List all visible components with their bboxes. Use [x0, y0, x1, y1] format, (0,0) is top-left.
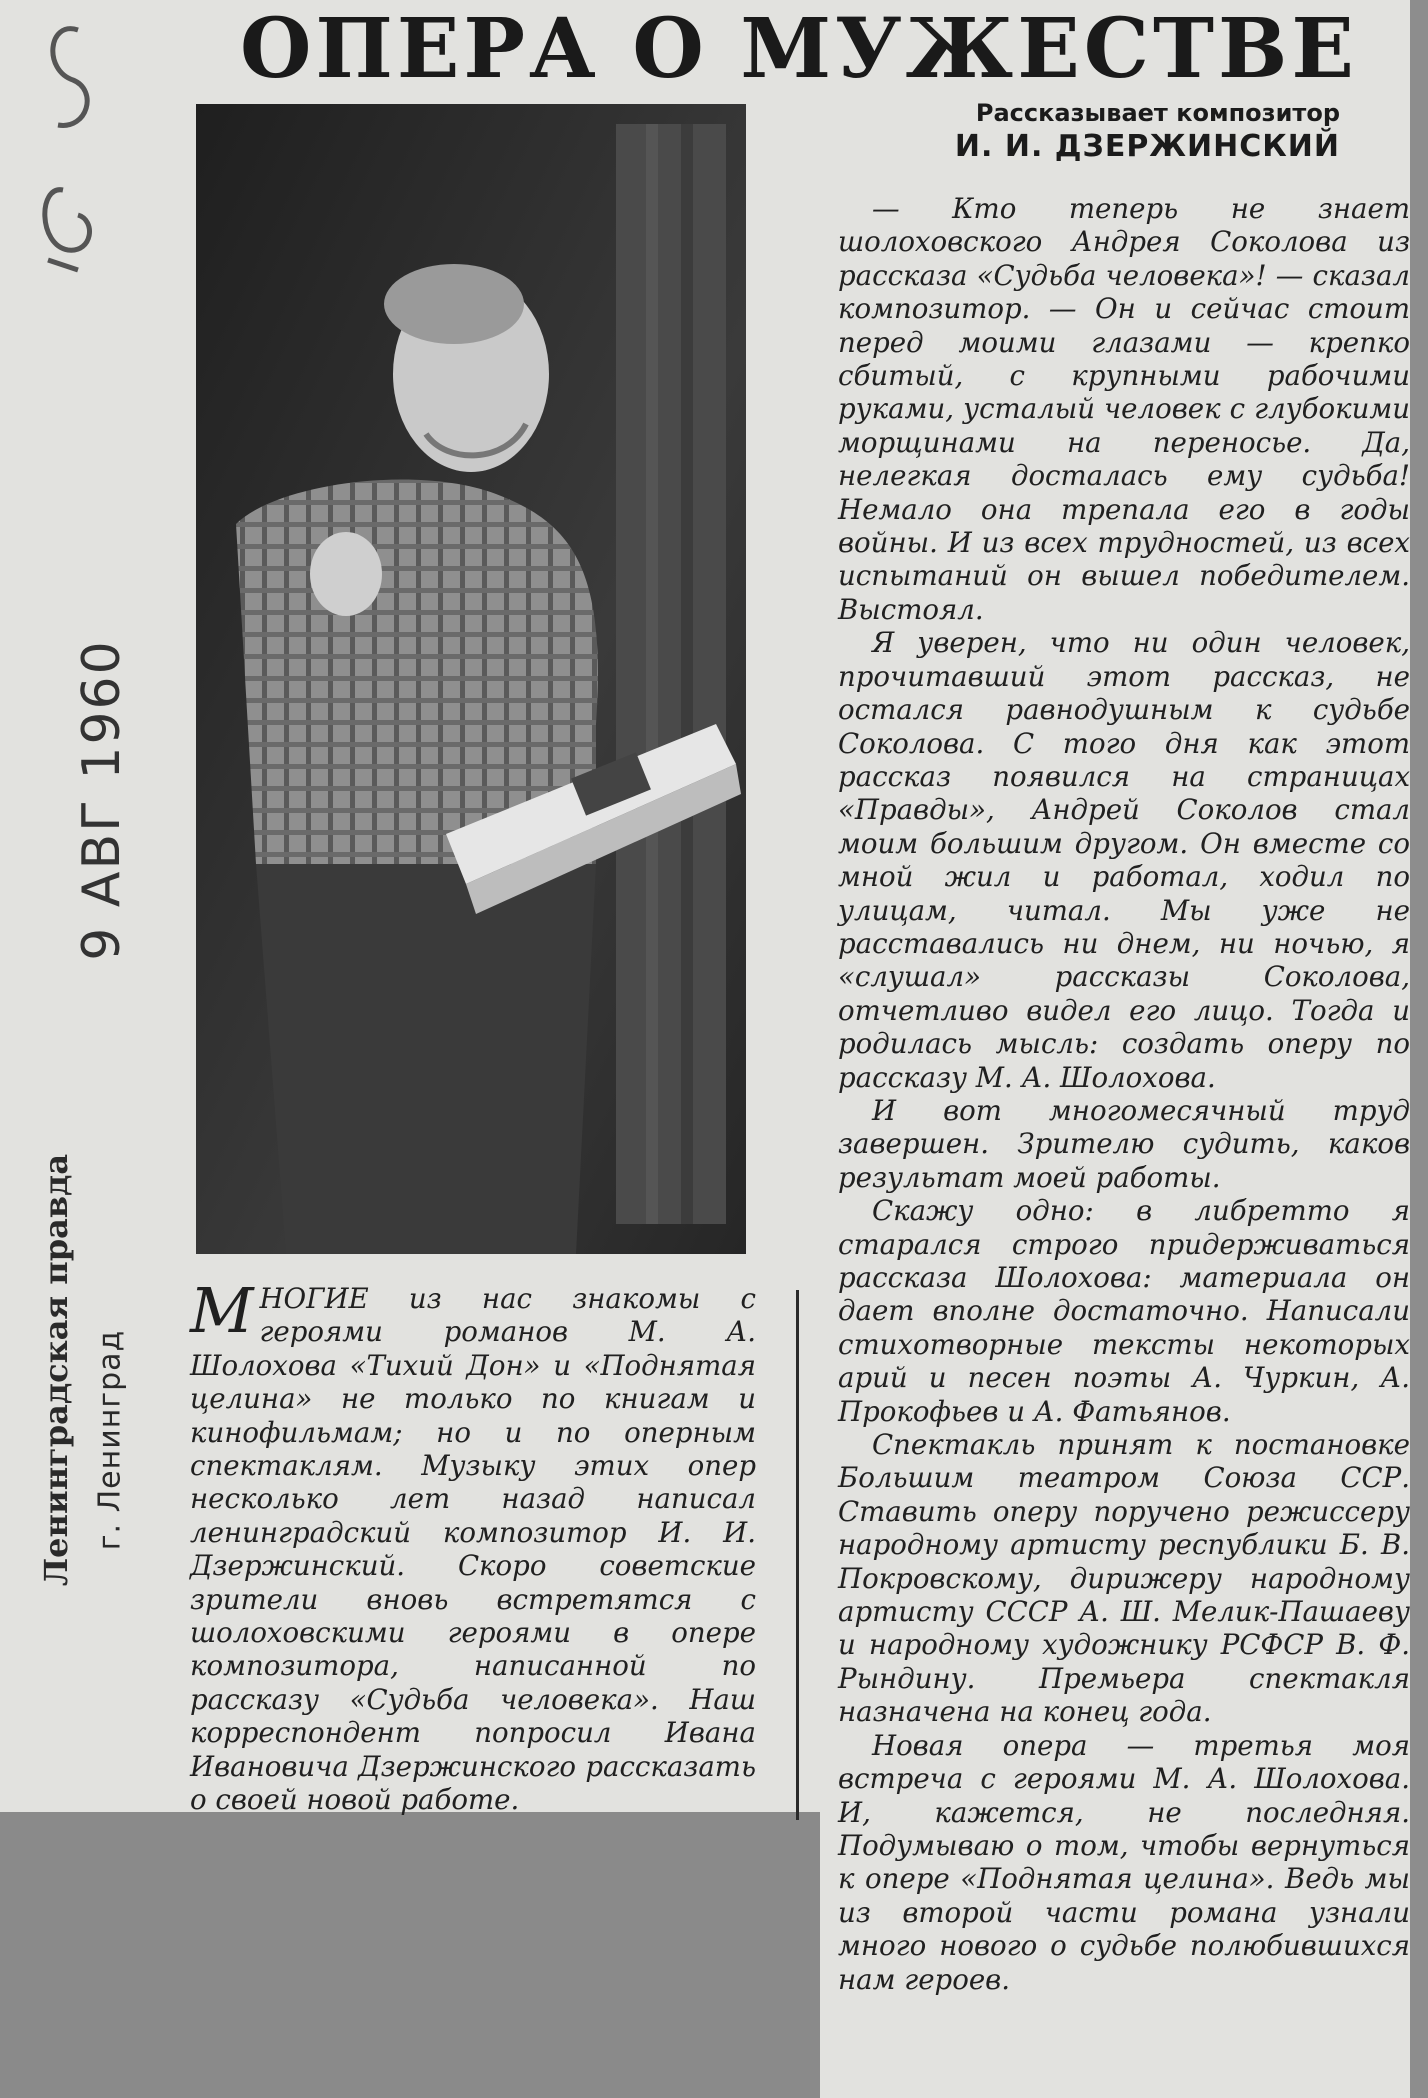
byline-prefix: Рассказывает композитор [975, 99, 1340, 127]
headline: ОПЕРА О МУЖЕСТВЕ [240, 1, 1358, 97]
drop-cap: М [190, 1274, 254, 1347]
body-paragraph: Новая опера — третья моя встреча с героями М. А. Шолохова. И, кажется, не последняя. Подумываю о том, чтобы вернуться к опере «Поднятая целина». Ведь мы из второй части романа узнали много нового о судьбе полюбившихся нам героев. [838, 1728, 1410, 1996]
date-stamp-text: 9 АВГ 1960 [72, 639, 132, 961]
byline [860, 98, 1340, 166]
handwritten-mark [18, 10, 108, 280]
intro-text: НОГИЕ из нас знакомы с героями романов М. А. Шолохова «Тихий Дон» и «Поднятая целина» не только по книгам и кинофильмам; но и по оперным спектаклям. Музыку этих опер несколько лет назад написал ленинградский композитор И. И. Дзержинский. Скоро советские зрители вновь встретятся с шолоховскими героями в опере композитора, написанной по рассказу «Судьба человека». Наш корреспондент попросил Ивана Ивановича Дзержинского рассказать о своей новой работе. [190, 1282, 756, 1817]
scan-background [0, 1812, 820, 2098]
byline-name: И. И. ДЗЕРЖИНСКИЙ [954, 129, 1340, 164]
intro-paragraph [190, 1274, 756, 1817]
body-paragraph: Спектакль принят к постановке Большим театром Союза ССР. Ставить оперу поручено режиссеру народному артисту республики Б. В. Покровскому, дирижеру народному артисту СССР А. Ш. Мелик-Пашаеву и народному художнику РСФСР В. Ф. Рындину. Премьера спектакля назначена на конец года. [838, 1428, 1410, 1729]
photo-composer [196, 104, 746, 1254]
scan-edge [1410, 0, 1428, 2098]
column-divider [796, 1290, 799, 1820]
source-city-text: г. Ленинград [92, 1329, 128, 1551]
article-intro [190, 1274, 756, 1817]
article-body [838, 192, 1410, 1996]
body-paragraph: И вот многомесячный труд завершен. Зрителю судить, каков результат моей работы. [838, 1093, 1410, 1194]
body-paragraph: — Кто теперь не знает шолоховского Андрея Соколова из рассказа «Судьба человека»! — сказал композитор. — Он и сейчас стоит перед моими глазами — крепко сбитый, с крупными рабочими руками, усталый человек с глубокими морщинами на переносье. Да, нелегкая досталась ему судьба! Немало она трепала его в годы войны. И из всех трудностей, из всех испытаний он вышел победителем. Выстоял. [838, 192, 1410, 626]
source-newspaper-text: Ленинградская правда [37, 1153, 75, 1587]
body-paragraph: Скажу одно: в либретто я старался строго придерживаться рассказа Шолохова: материала он дает вполне достаточно. Написали стихотворные тексты некоторых арий и песен поэты А. Чуркин, А. Прокофьев и А. Фатьянов. [838, 1194, 1410, 1428]
body-paragraph: Я уверен, что ни один человек, прочитавший этот рассказ, не остался равнодушным к судьбе Соколова. С того дня как этот рассказ появился на страницах «Правды», Андрей Соколов стал моим большим другом. Он вместе со мной жил и работал, ходил по улицам, читал. Мы уже не расставались ни днем, ни ночью, я «слушал» рассказы Соколова, отчетливо видел его лицо. Тогда и родилась мысль: создать оперу по рассказу М. А. Шолохова. [838, 626, 1410, 1094]
